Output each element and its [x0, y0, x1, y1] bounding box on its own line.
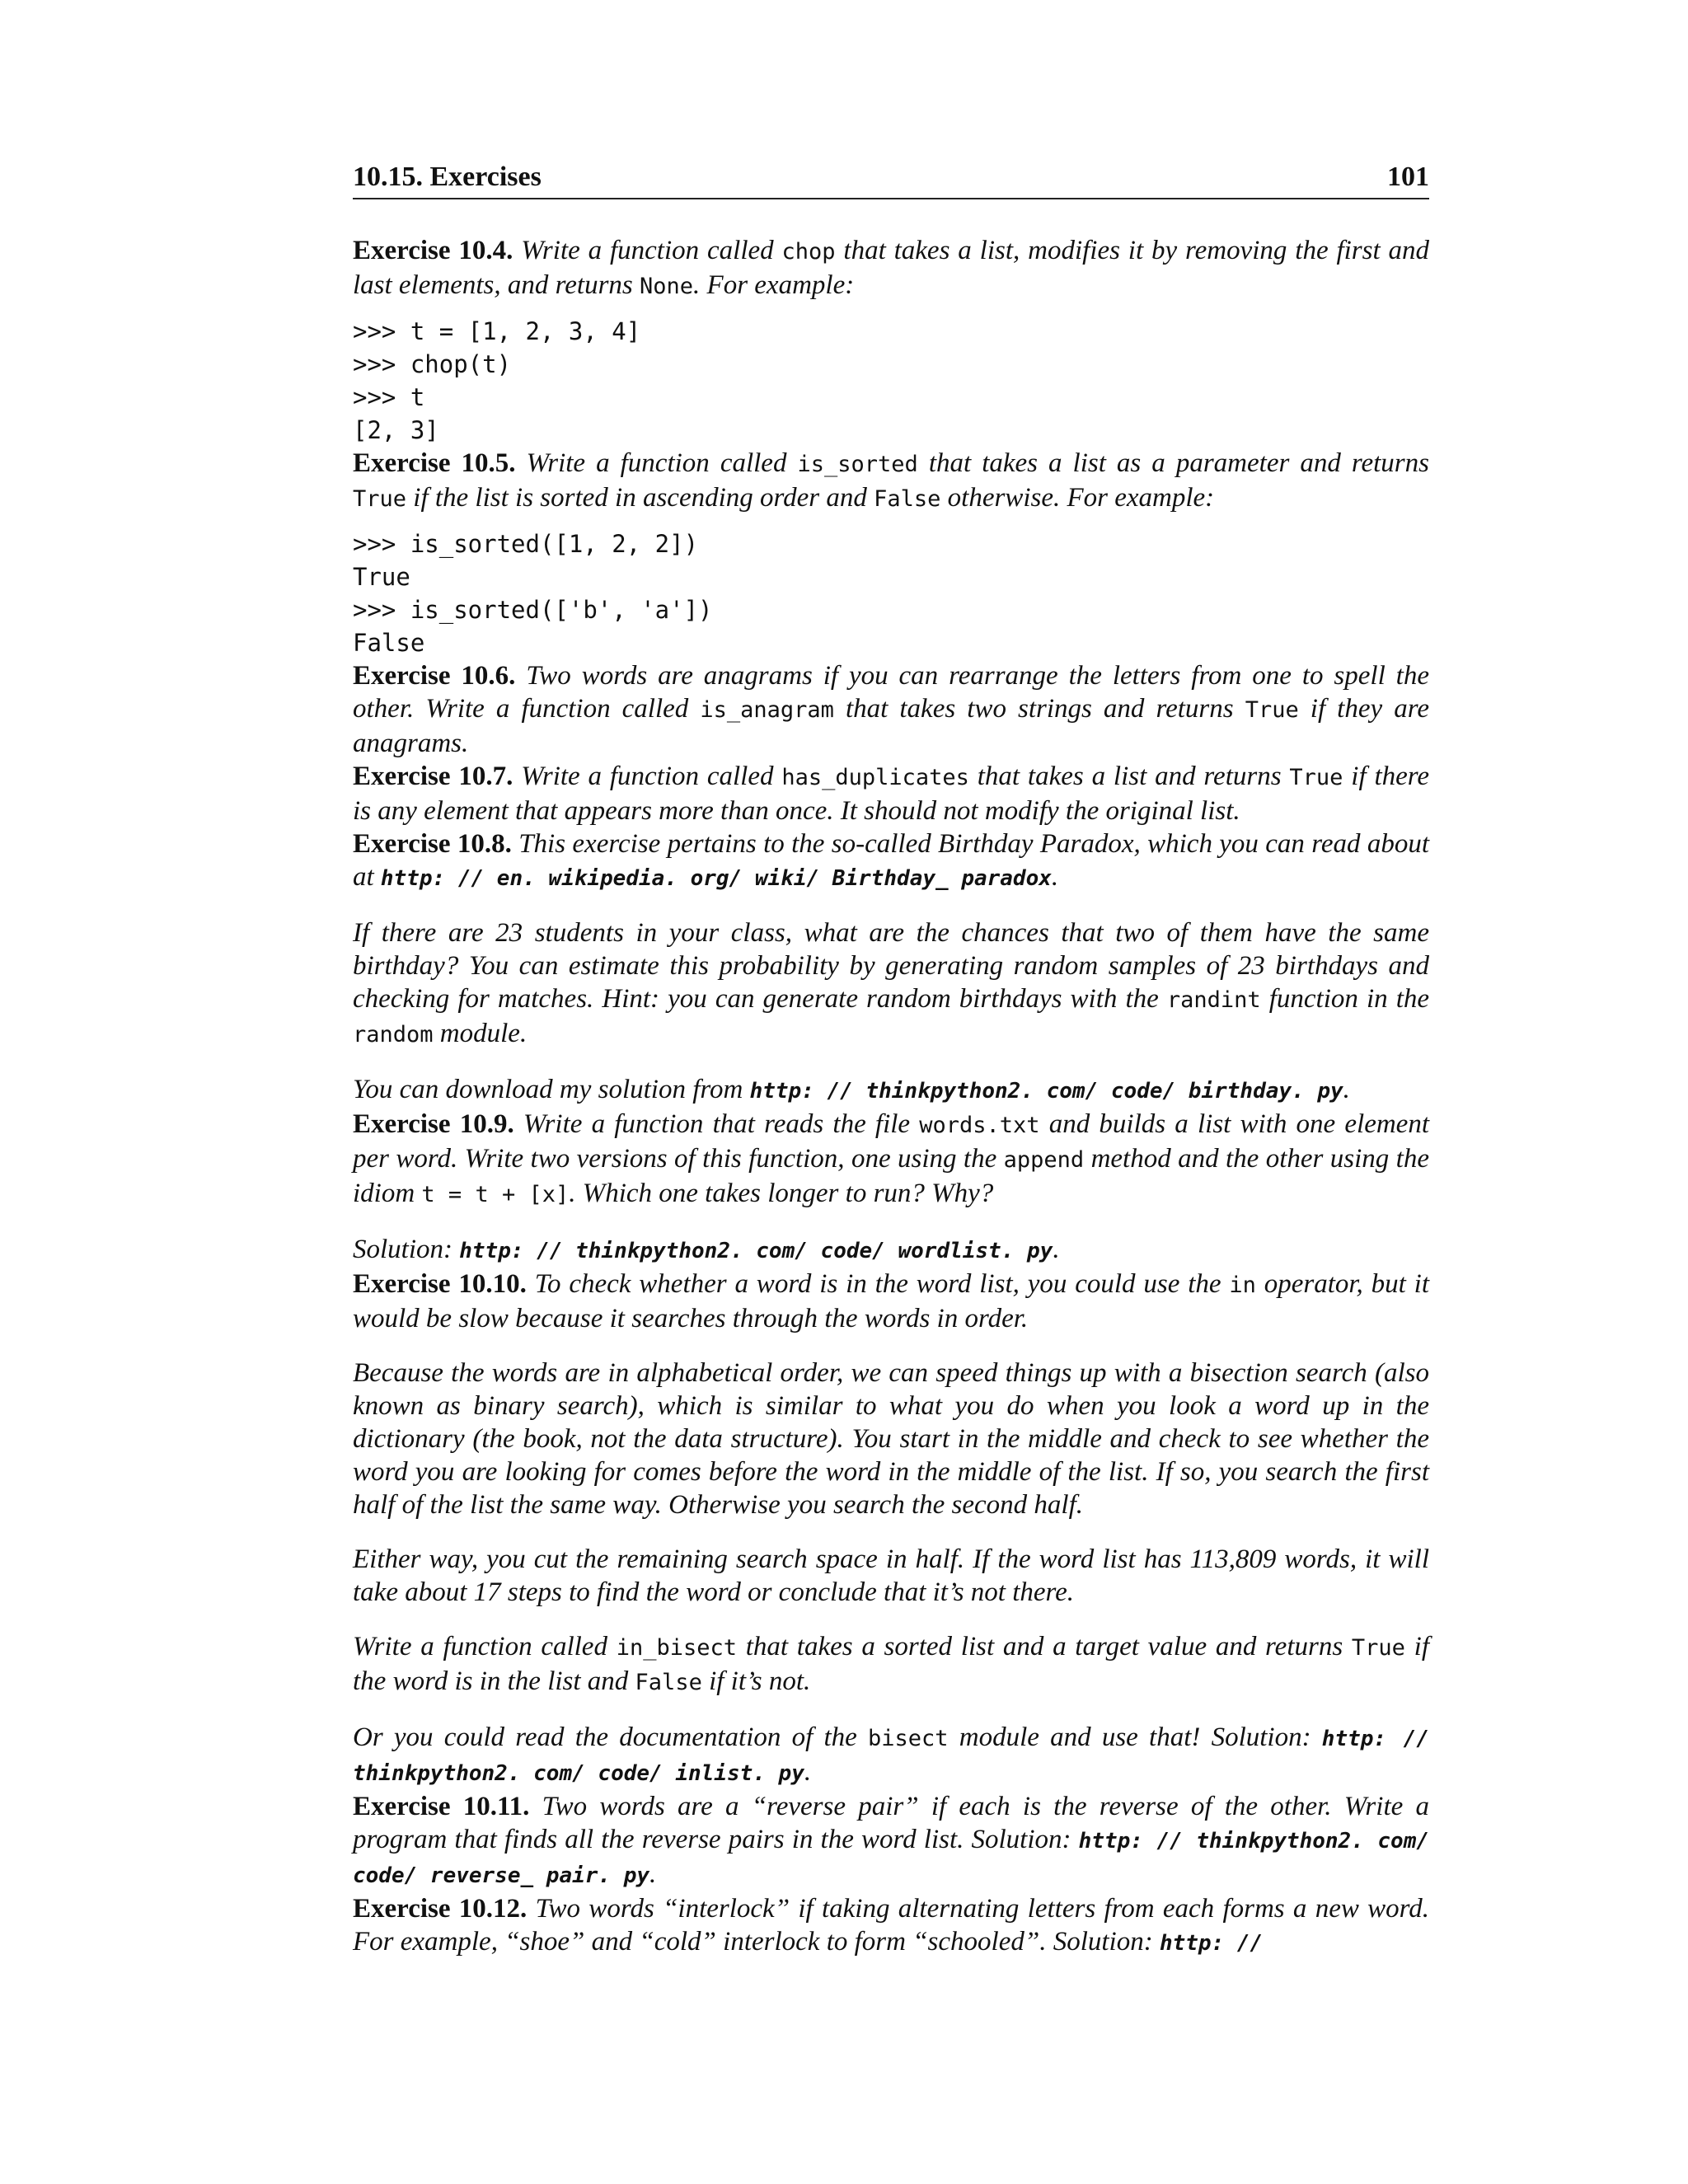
inline-code: words.txt — [919, 1113, 1040, 1138]
exercise-text: if there is any element that appears more than once. It should not modify the original list. — [353, 762, 1430, 826]
url-link[interactable]: http: // thinkpython2. com/ code/ inlist. py — [353, 1727, 1429, 1786]
inline-code: True — [1351, 1635, 1405, 1661]
paragraph — [353, 1233, 1429, 1268]
exercise-10-5 — [353, 447, 1429, 516]
paragraph-text: Write a function called — [353, 1632, 617, 1661]
exercise-text: if they are anagrams. — [353, 694, 1429, 758]
paragraph — [353, 1073, 1429, 1108]
url-link[interactable]: http: // en. wikipedia. org/ wiki/ Birthday_ paradox — [380, 866, 1052, 891]
exercise-text: . — [1051, 862, 1059, 892]
paragraph-text: . — [804, 1757, 812, 1787]
inline-code: in_bisect — [616, 1635, 737, 1661]
inline-code: has_duplicates — [781, 765, 969, 790]
exercise-text: Two words are a “reverse pair” if each is the reverse of the other. Write a program that finds all the reverse pairs in the word list. Solution: — [353, 1792, 1429, 1854]
paragraph — [353, 1721, 1429, 1790]
code-block: >>> is_sorted([1, 2, 2]) True >>> is_sorted(['b', 'a']) False — [353, 530, 713, 657]
page-number: 101 — [1387, 162, 1429, 192]
exercise-10-4 — [353, 234, 1429, 303]
exercise-text: . For example: — [693, 270, 855, 300]
paragraph — [353, 1630, 1429, 1699]
paragraph: Either way, you cut the remaining search space in half. If the word list has 113,809 words, it will take about 17 steps to find the word or conclude that it’s not there. — [353, 1544, 1429, 1607]
paragraph-text: Or you could read the documentation of the — [353, 1722, 869, 1752]
page-body — [353, 234, 1429, 1960]
inline-code: is_sorted — [797, 452, 918, 477]
exercise-heading: Exercise 10.4. — [353, 236, 513, 265]
exercise-text: that takes a list and returns — [968, 762, 1290, 791]
exercise-text: that takes two strings and returns — [833, 694, 1245, 724]
exercise-10-12 — [353, 1892, 1429, 1960]
paragraph-text: module. — [433, 1019, 528, 1048]
code-block: >>> t = [1, 2, 3, 4] >>> chop(t) >>> t [2, 3] — [353, 317, 641, 444]
exercise-text: This exercise pertains to the so-called Birthday Paradox, which you can read about at — [353, 829, 1430, 892]
exercise-text: Two words “interlock” if taking alternating letters from each forms a new word. For example, “shoe” and “cold” interlock to form “schooled”. Solution: — [353, 1894, 1430, 1957]
inline-code: is_anagram — [700, 697, 834, 723]
exercise-text: if the list is sorted in ascending order and — [406, 483, 874, 513]
exercise-text: that takes a list, modifies it by removing the first and last elements, and returns — [353, 236, 1430, 300]
inline-code: random — [353, 1022, 434, 1047]
url-link[interactable]: http: // thinkpython2. com/ code/ wordlist. py — [459, 1239, 1053, 1263]
exercise-text: that takes a list as a parameter and returns — [917, 448, 1429, 478]
paragraph-text: that takes a sorted list and a target value and returns — [737, 1632, 1352, 1661]
paragraph: Because the words are in alphabetical order, we can speed things up with a bisection search (also known as binary search), which is similar to what you do when you look a word up in the dictionary (the book, not the data structure). You start in the middle and check to see whether the word you are looking for comes before the word in the middle of the list. If so, you search the first half of the list the same way. Otherwise you search the second half. — [353, 1358, 1429, 1520]
paragraph-text: if the word is in the list and — [353, 1632, 1430, 1696]
exercise-text: Write a function that reads the file — [523, 1109, 920, 1139]
inline-code: in — [1229, 1272, 1256, 1298]
exercise-heading: Exercise 10.9. — [353, 1109, 514, 1139]
exercise-text: To check whether a word is in the word list, you could use the — [534, 1269, 1230, 1299]
paragraph-text: if it’s not. — [701, 1666, 811, 1696]
exercise-heading: Exercise 10.10. — [353, 1269, 527, 1299]
exercise-text: Write a function called — [526, 448, 798, 478]
paragraph-text: function in the — [1260, 984, 1430, 1014]
inline-code: chop — [781, 239, 836, 265]
book-page — [353, 157, 1429, 1960]
paragraph-text: You can download my solution from — [353, 1075, 750, 1104]
inline-code: True — [1289, 765, 1343, 790]
inline-code: False — [874, 486, 941, 512]
inline-code: False — [635, 1670, 702, 1695]
exercise-10-9 — [353, 1108, 1429, 1212]
url-link[interactable]: http: // — [1159, 1931, 1264, 1956]
exercise-heading: Exercise 10.6. — [353, 661, 516, 691]
inline-code: randint — [1166, 987, 1261, 1013]
inline-code: t = t + [x] — [421, 1182, 570, 1207]
inline-code: True — [353, 486, 407, 512]
paragraph-text: If there are 23 students in your class, what are the chances that two of them have the same birthday? You can estimate this probability by generating random samples of 23 birthdays and checking for matches. Hint: you can generate random birthdays with the — [353, 918, 1429, 1014]
exercise-heading: Exercise 10.8. — [353, 829, 512, 859]
exercise-text: . Which one takes longer to run? Why? — [569, 1179, 994, 1208]
paragraph — [353, 916, 1429, 1052]
exercise-text: method and the other using the idiom — [353, 1144, 1429, 1208]
exercise-heading: Exercise 10.5. — [353, 448, 516, 478]
exercise-text: Two words are anagrams if you can rearrange the letters from one to spell the other. Write a function called — [353, 661, 1429, 724]
exercise-10-7 — [353, 760, 1429, 827]
url-link[interactable]: http: // thinkpython2. com/ code/ birthday. py — [749, 1079, 1343, 1104]
running-header — [353, 157, 1429, 199]
exercise-text: . — [649, 1859, 657, 1889]
exercise-10-11 — [353, 1790, 1429, 1892]
paragraph-text: . — [1343, 1075, 1350, 1104]
url-link[interactable]: http: // thinkpython2. com/ code/ reverse_ pair. py — [353, 1829, 1429, 1888]
exercise-heading: Exercise 10.11. — [353, 1792, 530, 1821]
inline-code: True — [1245, 697, 1299, 723]
exercise-text: operator, but it would be slow because it searches through the words in order. — [353, 1269, 1430, 1333]
exercise-heading: Exercise 10.12. — [353, 1894, 528, 1924]
paragraph-text: . — [1053, 1235, 1060, 1264]
exercise-text: otherwise. For example: — [940, 483, 1215, 513]
exercise-10-6 — [353, 659, 1429, 760]
inline-code: append — [1003, 1147, 1085, 1173]
exercise-10-10 — [353, 1268, 1429, 1335]
inline-code: bisect — [868, 1726, 949, 1751]
exercise-heading: Exercise 10.7. — [353, 762, 513, 791]
exercise-text: and builds a list with one element per word. Write two versions of this function, one using the — [353, 1109, 1429, 1174]
exercise-10-8 — [353, 827, 1429, 895]
section-title: 10.15. Exercises — [353, 162, 542, 192]
paragraph-text: module and use that! Solution: — [948, 1722, 1322, 1752]
exercise-text: Write a function called — [521, 762, 782, 791]
paragraph-text: Solution: — [353, 1235, 460, 1264]
inline-code: None — [640, 274, 694, 299]
exercise-text: Write a function called — [521, 236, 782, 265]
